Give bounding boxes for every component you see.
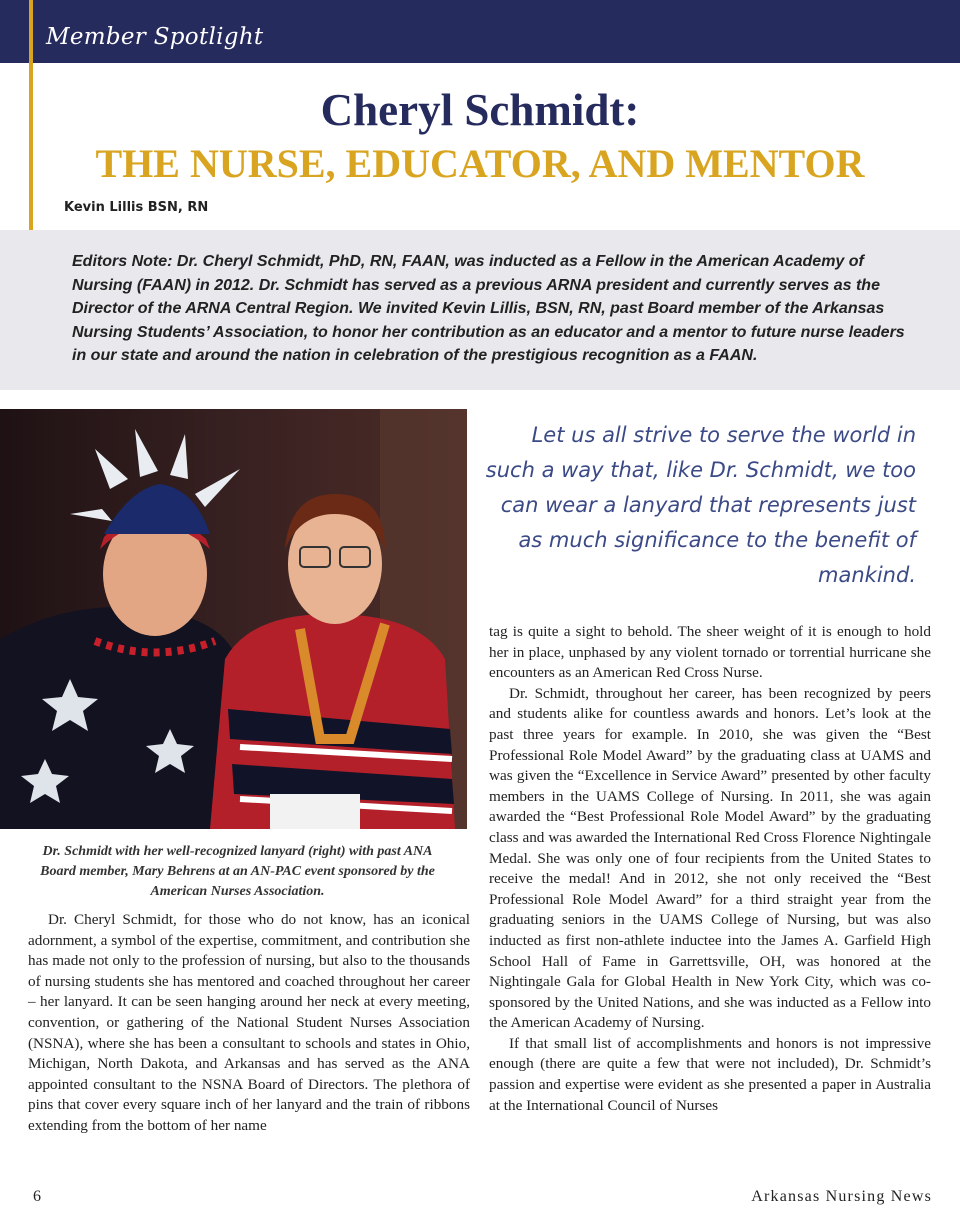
section-label: Member Spotlight: [46, 24, 264, 50]
body-paragraph: Dr. Cheryl Schmidt, for those who do not know, has an iconical adornment, a symbol of the expertise, commitment, and contribution she has made not only to the profession of nursing, but also to the thousands of nursing students she has mentored and coached throughout her career – her lanyard. It can be seen hanging around her neck at every meeting, convention, or gathering of the National Student Nurses Association (NSNA), where she has been a consultant to schools and states in Ohio, Michigan, North Dakota, and Arkansas and has served as the ANA appointed consultant to the NSNA Board of Directors. The plethora of pins that cover every square inch of her lanyard and the train of ribbons extending from the bottom of her name: [28, 911, 470, 1134]
body-paragraph: Dr. Schmidt, throughout her career, has been recognized by peers and students alike for countless awards and honors. Let’s look at the past three years for example. In 2010, she was given the “Best Professional Role Model Award” by the graduating class at UAMS and was given the “Excellence in Service Award” presented by other faculty members in the UAMS College of Nursing. In 2011, she was again awarded the “Best Professional Role Model Award” by the graduating class and was awarded the International Red Cross Florence Nightingale Medal. She was only one of four recipients from the United States to receive the medal! And in 2012, she not only received the “Best Professional Role Model Award” for a third straight year from the graduating seniors in the UAMS College of Nursing, but was also inducted as first non-athlete inductee into the James A. Garfield High School Hall of Fame in Garrettsville, OH, was honored at the Nightingale Gala for Global Health in New York City, which was co-sponsored by the United Nations, and she was inducted as a Fellow into the American Academy of Nursing.: [489, 684, 931, 1032]
publication-name: Arkansas Nursing News: [751, 1188, 932, 1205]
body-column-left: [28, 910, 470, 1137]
byline: Kevin Lillis BSN, RN: [64, 200, 209, 215]
body-column-right: [489, 622, 931, 1116]
editors-note: Editors Note: Dr. Cheryl Schmidt, PhD, RN, FAAN, was inducted as a Fellow in the American Academy of Nursing (FAAN) in 2012. Dr. Schmidt has served as a previous ARNA president and currently serves as the Director of the ARNA Central Region. We invited Kevin Lillis, BSN, RN, past Board member of the Arkansas Nursing Students’ Association, to honor her contribution as an educator and a mentor to future nurse leaders in our state and around the nation in celebration of the prestigious recognition as a FAAN.: [72, 253, 905, 365]
article-photo: [0, 409, 467, 829]
pull-quote: Let us all strive to serve the world in such a way that, like Dr. Schmidt, we too can wear a lanyard that represents just as much significance to the benefit of mankind.: [485, 423, 916, 587]
article-subtitle: THE NURSE, EDUCATOR, AND MENTOR: [95, 141, 865, 186]
photo-illustration: [0, 409, 467, 829]
page-number: 6: [33, 1188, 41, 1205]
body-paragraph: tag is quite a sight to behold. The sheer weight of it is enough to hold her in place, unphased by any violent tornado or torrential hurricane she encounters as an American Red Cross Nurse.: [489, 623, 931, 682]
article-title: Cheryl Schmidt:: [320, 85, 640, 135]
body-paragraph: If that small list of accomplishments and honors is not impressive enough (there are quite a few that were not included), Dr. Schmidt’s passion and expertise were evident as she presented a paper in Australia at the International Council of Nurses: [489, 1034, 931, 1114]
photo-caption: Dr. Schmidt with her well-recognized lanyard (right) with past ANA Board member, Mary Behrens at an AN-PAC event sponsored by the American Nurses Association.: [40, 844, 435, 899]
